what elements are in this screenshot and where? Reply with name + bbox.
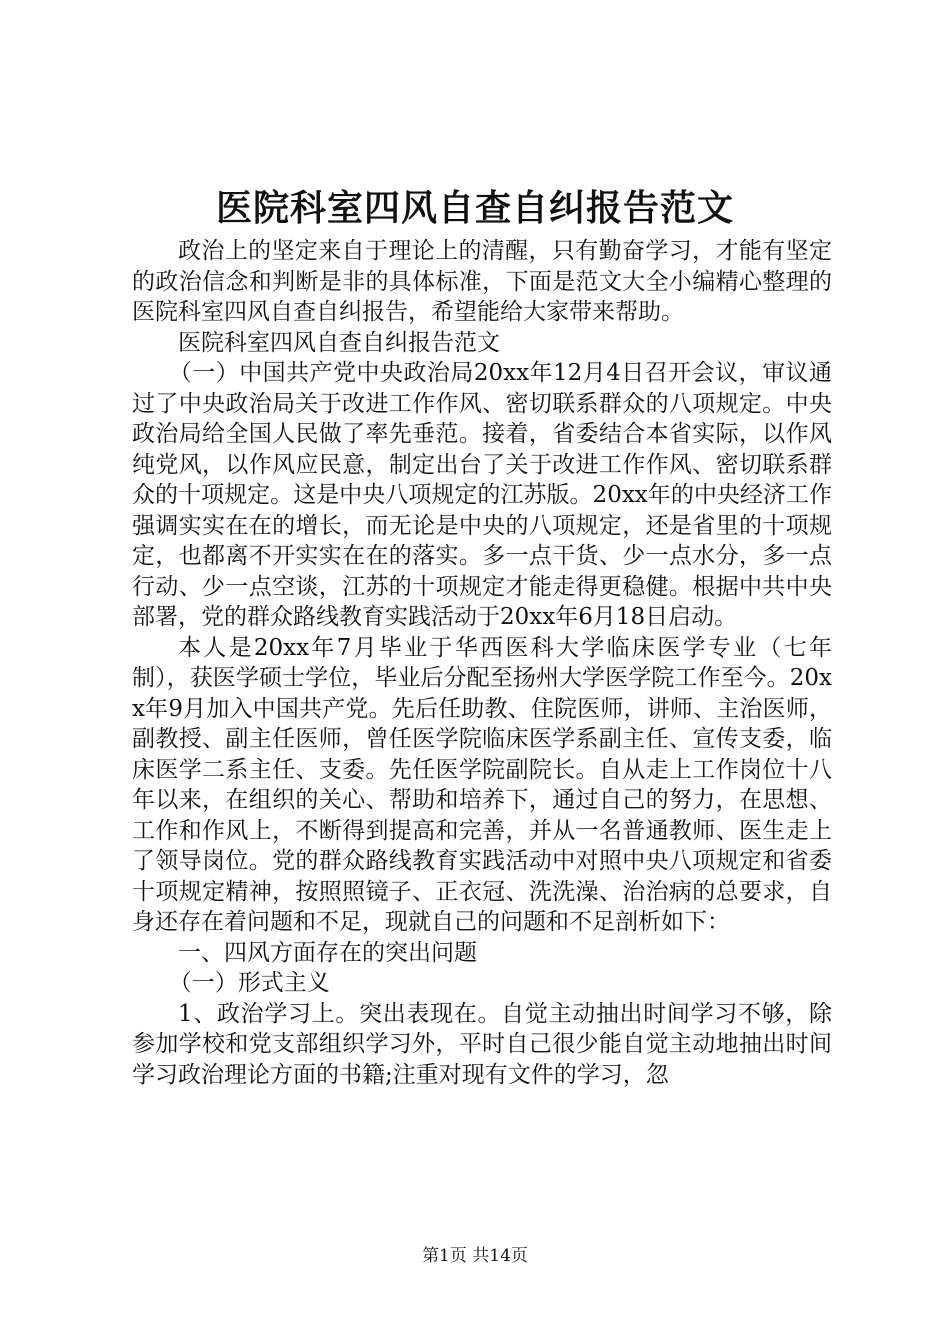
heading-problems: 一、四风方面存在的突出问题 bbox=[178, 939, 477, 966]
document-body bbox=[132, 236, 832, 1090]
paragraph-subtitle: 医院科室四风自查自纠报告范文 bbox=[178, 329, 500, 356]
paragraph-political-study: 1、政治学习上。突出表现在。自觉主动抽出时间学习不够，除参加学校和党支部组织学习外，平时自己很少能自觉主动地抽出时间学习政治理论方面的书籍;注重对现有文件的学习，忽 bbox=[132, 1000, 832, 1088]
page-number: 第1页 共14页 bbox=[422, 1246, 528, 1266]
document-title: 医院科室四风自查自纠报告范文 bbox=[215, 187, 734, 229]
paragraph-self-intro: 本人是20xx年7月毕业于华西医科大学临床医学专业（七年制），获医学硕士学位，毕业后分配至扬州大学医学院工作至今。20xx年9月加入中国共产党。先后任助教、住院医师，讲师、主治医师，副教授、副主任医师，曾任医学院临床医学系副主任、宣传支委，临床医学二系主任、支委。先任医学院副院长。自从走上工作岗位十八年以来，在组织的关心、帮助和培养下，通过自己的努力，在思想、工作和作风上，不断得到提高和完善，并从一名普通教师、医生走上了领导岗位。党的群众路线教育实践活动中对照中央八项规定和省委十项规定精神，按照照镜子、正衣冠、洗洗澡、治治病的总要求，自身还存在着问题和不足，现就自己的问题和不足剖析如下： bbox=[132, 634, 832, 935]
paragraph-section-1: （一）中国共产党中央政治局20xx年12月4日召开会议，审议通过了中央政治局关于改进工作作风、密切联系群众的八项规定。中央政治局给全国人民做了率先垂范。接着，省委结合本省实际，以作风纯党风，以作风应民意，制定出台了关于改进工作作风、密切联系群众的十项规定。这是中央八项规定的江苏版。20xx年的中央经济工作强调实实在在的增长，而无论是中央的八项规定，还是省里的十项规定，也都离不开实实在在的落实。多一点干货、少一点水分，多一点行动、少一点空谈，江苏的十项规定才能走得更稳健。根据中共中央部署，党的群众路线教育实践活动于20xx年6月18日启动。 bbox=[132, 360, 832, 630]
heading-formalism: （一）形式主义 bbox=[168, 970, 330, 996]
paragraph-intro: 政治上的坚定来自于理论上的清醒，只有勤奋学习，才能有坚定的政治信念和判断是非的具体标准，下面是范文大全小编精心整理的医院科室四风自查自纠报告，希望能给大家带来帮助。 bbox=[132, 238, 832, 325]
